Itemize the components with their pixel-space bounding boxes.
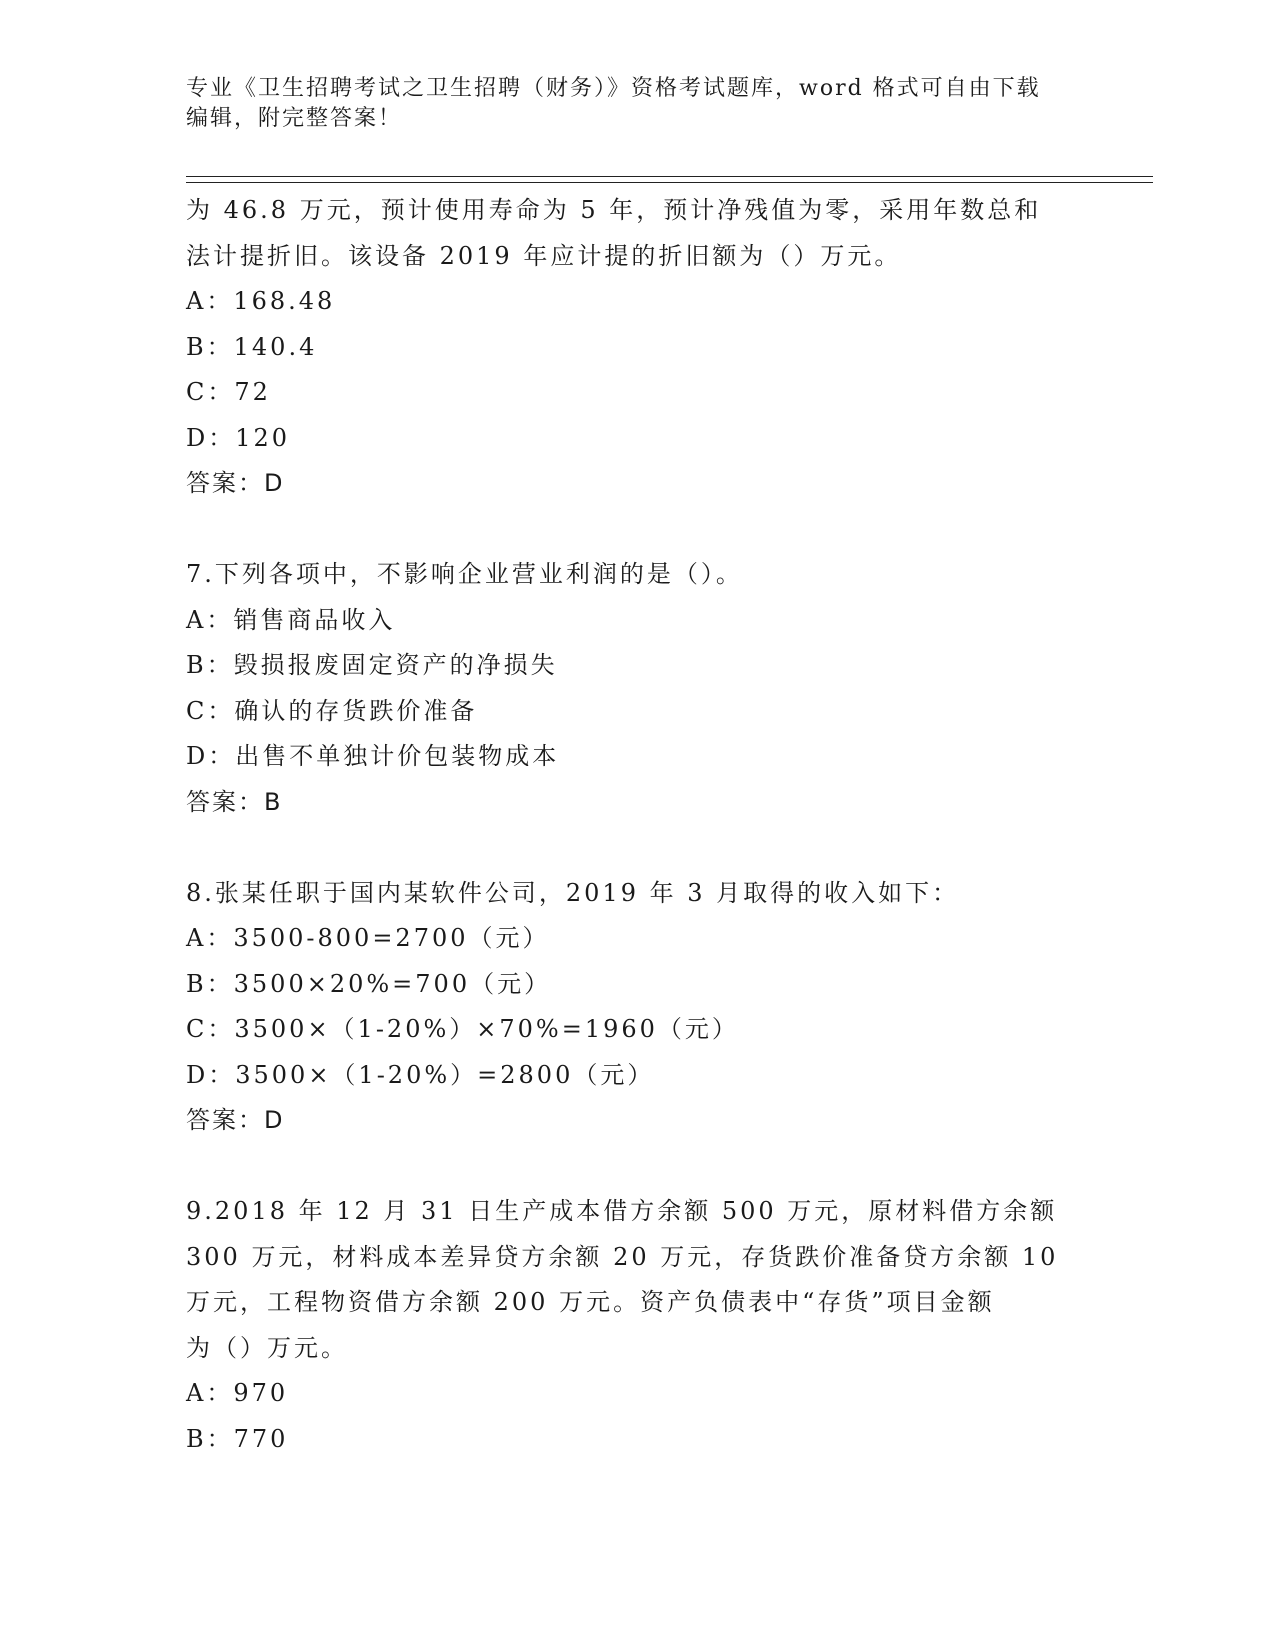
header-divider-bottom: [186, 182, 1153, 183]
question-stem-line: 为 46.8 万元，预计使用寿命为 5 年，预计净残值为零，采用年数总和: [186, 196, 1042, 224]
spacer: [186, 507, 1086, 553]
question-stem-line: 300 万元，材料成本差异贷方余额 20 万元，存货跌价准备贷方余额 10: [186, 1242, 1059, 1271]
header-line-2: 编辑，附完整答案！: [186, 106, 403, 131]
option-a: A：3500-800=2700（元）: [186, 924, 550, 952]
question-stem-line: 7.下列各项中，不影响企业营业利润的是（）。: [186, 560, 743, 588]
answer-line: 答案：D: [186, 469, 285, 497]
option-b: B：3500×20%=700（元）: [186, 969, 552, 998]
option-b: B：770: [186, 1424, 289, 1453]
question-8: [186, 871, 1086, 1144]
question-stem-line: 万元，工程物资借方余额 200 万元。资产负债表中“存货”项目金额: [186, 1288, 995, 1316]
question-stem-line: 法计提折旧。该设备 2019 年应计提的折旧额为（）万元。: [186, 241, 902, 270]
option-d: D：120: [186, 423, 291, 452]
header-line-1: 专业《卫生招聘考试之卫生招聘（财务）》资格考试题库，word 格式可自由下载: [186, 76, 1041, 101]
option-a: A：销售商品收入: [186, 605, 396, 634]
option-b: B：毁损报废固定资产的净损失: [186, 651, 558, 679]
question-7: [186, 552, 1086, 825]
question-stem-line: 8.张某任职于国内某软件公司，2019 年 3 月取得的收入如下：: [186, 878, 960, 907]
option-c: C：3500×（1-20%）×70%=1960（元）: [186, 1015, 739, 1043]
question-stem-line: 9.2018 年 12 月 31 日生产成本借方余额 500 万元，原材料借方余额: [186, 1197, 1058, 1225]
option-a: A：168.48: [186, 287, 336, 315]
option-c: C：确认的存货跌价准备: [186, 696, 478, 725]
option-a: A：970: [186, 1379, 289, 1407]
option-d: D：3500×（1-20%）=2800（元）: [186, 1060, 655, 1089]
option-b: B：140.4: [186, 332, 318, 361]
question-6: [186, 188, 1086, 507]
spacer: [186, 1144, 1086, 1190]
question-stem-line: 为（）万元。: [186, 1333, 348, 1362]
spacer: [186, 825, 1086, 871]
header-divider-top: [186, 176, 1153, 177]
question-9: [186, 1189, 1086, 1462]
document-header: [186, 74, 1086, 134]
document-body: [186, 188, 1086, 1462]
answer-line: 答案：D: [186, 1106, 285, 1134]
answer-line: 答案：B: [186, 787, 283, 816]
option-d: D：出售不单独计价包装物成本: [186, 742, 560, 770]
option-c: C：72: [186, 378, 271, 406]
